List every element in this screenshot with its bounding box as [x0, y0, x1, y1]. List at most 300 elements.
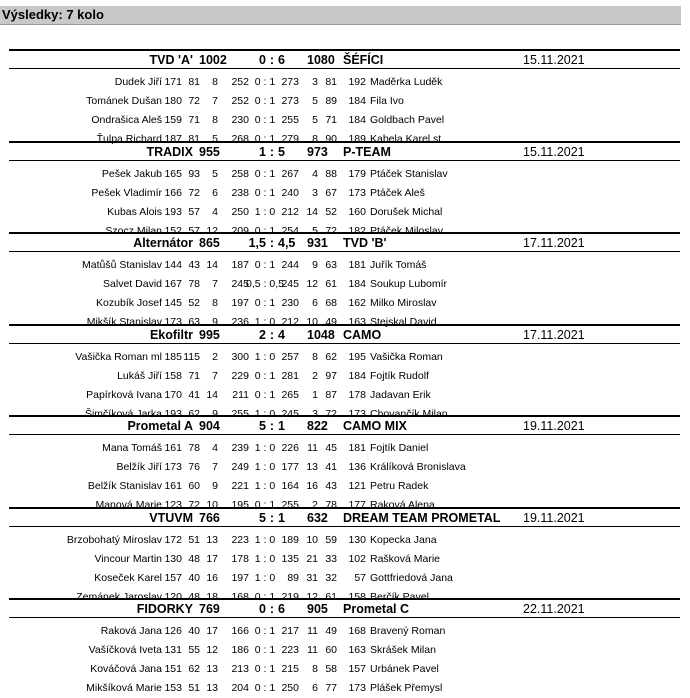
away-total: 240 — [281, 186, 299, 199]
home-full: 170 — [164, 388, 182, 401]
away-total: 245 — [281, 278, 299, 290]
away-misses: 3 — [312, 186, 318, 199]
away-player-name: Fojtík Rudolf — [370, 369, 429, 382]
away-misses: 12 — [306, 278, 318, 290]
match-score-separator: : — [269, 510, 275, 525]
home-misses: 16 — [206, 571, 218, 584]
away-misses: 11 — [307, 644, 318, 656]
match-block — [9, 415, 680, 510]
away-full: 181 — [348, 259, 366, 271]
player-pair-row — [9, 440, 680, 457]
player-pair-row — [9, 276, 680, 293]
home-total: 213 — [231, 663, 249, 675]
match-date: 15.11.2021 — [523, 144, 585, 159]
home-misses: 7 — [212, 278, 218, 290]
away-full: 173 — [348, 682, 366, 694]
pair-points: 0 : 1 — [254, 369, 276, 382]
match-score-home: 0 — [259, 53, 266, 67]
away-full: 173 — [348, 407, 366, 420]
home-clear: 51 — [188, 533, 200, 546]
match-top-rule — [9, 49, 680, 51]
home-misses: 4 — [212, 205, 218, 218]
pair-points: 0 : 1 — [254, 133, 276, 145]
home-full: 131 — [164, 644, 182, 656]
away-clear: 72 — [325, 224, 337, 237]
home-total: 252 — [231, 76, 249, 88]
home-player-name: Belžík Jiří — [116, 461, 162, 473]
away-total: 230 — [281, 297, 299, 309]
away-team-total: 931 — [307, 236, 328, 250]
home-total: 230 — [231, 114, 249, 126]
away-full: 184 — [348, 114, 366, 126]
away-total: 279 — [281, 133, 299, 145]
home-full: 165 — [164, 167, 182, 180]
home-clear: 72 — [188, 95, 200, 107]
away-clear: 89 — [325, 95, 337, 107]
home-player-name: Zemánek Jaroslav — [76, 590, 162, 603]
away-misses: 3 — [312, 76, 318, 88]
away-player-name: Vašička Roman — [370, 350, 443, 363]
away-misses: 8 — [312, 350, 318, 363]
away-misses: 10 — [306, 316, 318, 328]
away-total: 254 — [281, 224, 299, 237]
away-total: 257 — [281, 350, 299, 363]
away-misses: 5 — [312, 114, 318, 126]
away-clear: 59 — [325, 533, 337, 546]
match-top-rule — [9, 324, 680, 326]
away-clear: 72 — [325, 407, 337, 420]
pair-points: 0 : 1 — [254, 590, 276, 603]
home-total: 197 — [231, 297, 249, 309]
home-player-name: Ťulpa Richard — [96, 133, 162, 145]
match-header-rule — [9, 251, 680, 252]
home-full: 152 — [164, 224, 182, 237]
home-misses: 14 — [206, 259, 218, 271]
home-clear: 81 — [188, 76, 200, 88]
pair-points: 0 : 1 — [254, 297, 276, 309]
player-pair-row — [9, 166, 680, 183]
match-score-separator: : — [269, 144, 275, 159]
home-total: 166 — [231, 625, 249, 637]
home-player-name: Papírková Ivana — [86, 388, 162, 401]
home-full: 158 — [164, 369, 182, 382]
home-clear: 72 — [188, 186, 200, 199]
player-pair-row — [9, 623, 680, 640]
match-header-rule — [9, 68, 680, 69]
match-block — [9, 324, 680, 419]
match-header-rule — [9, 160, 680, 161]
away-misses: 12 — [306, 590, 318, 603]
away-misses: 5 — [312, 224, 318, 237]
home-team-name: Ekofiltr — [149, 327, 193, 342]
away-clear: 33 — [325, 552, 337, 565]
player-pair-row — [9, 478, 680, 495]
away-full: 121 — [348, 480, 366, 492]
away-team-name: P-TEAM — [343, 144, 391, 159]
away-team-total: 1080 — [307, 53, 335, 67]
pair-points: 0 : 1 — [254, 625, 276, 637]
home-misses: 7 — [212, 95, 218, 107]
pair-points: 0 : 1 — [254, 499, 276, 511]
home-full: 151 — [164, 663, 182, 675]
home-total: 250 — [231, 205, 249, 218]
home-clear: 93 — [188, 167, 200, 180]
away-misses: 6 — [312, 297, 318, 309]
pair-points: 1 : 0 — [254, 552, 276, 565]
away-player-name: Urbánek Pavel — [370, 663, 439, 675]
away-player-name: Skrášek Milan — [370, 644, 436, 656]
away-player-name: Berčík Pavel — [370, 590, 429, 603]
away-full: 192 — [348, 76, 366, 88]
home-full: 187 — [164, 133, 182, 145]
pair-points: 1 : 0 — [254, 480, 276, 492]
home-full: 185 — [164, 350, 182, 363]
home-total: 178 — [231, 552, 249, 565]
match-header-rule — [9, 526, 680, 527]
home-full: 166 — [164, 186, 182, 199]
home-clear: 62 — [188, 663, 200, 675]
away-player-name: Kabela Karel st. — [370, 133, 445, 145]
home-player-name: Pešek Jakub — [101, 167, 162, 180]
away-team-total: 905 — [307, 602, 328, 616]
home-clear: 48 — [188, 552, 200, 565]
home-misses: 2 — [212, 350, 218, 363]
away-clear: 77 — [325, 682, 337, 694]
away-player-name: Fila Ivo — [370, 95, 404, 107]
away-full: 162 — [348, 297, 366, 309]
away-total: 223 — [281, 644, 299, 656]
home-clear: 76 — [188, 461, 200, 473]
away-misses: 1 — [312, 388, 318, 401]
match-date: 15.11.2021 — [523, 53, 585, 67]
away-misses: 16 — [306, 480, 318, 492]
pair-points: 0 : 1 — [254, 224, 276, 237]
home-player-name: Brzobohatý Miroslav — [66, 533, 162, 546]
home-team-total: 766 — [199, 510, 220, 525]
pair-points: 0 : 1 — [254, 259, 276, 271]
match-score-away: 6 — [278, 53, 285, 67]
away-total: 267 — [281, 167, 299, 180]
match-header-rule — [9, 343, 680, 344]
match-score-away: 4,5 — [278, 236, 296, 250]
away-clear: 90 — [325, 133, 337, 145]
home-total: 236 — [231, 316, 249, 328]
away-clear: 58 — [325, 663, 337, 675]
away-misses: 2 — [312, 499, 318, 511]
away-total: 164 — [281, 480, 299, 492]
away-total: 226 — [281, 442, 299, 454]
match-top-rule — [9, 507, 680, 509]
home-total: 197 — [231, 571, 249, 584]
home-clear: 71 — [188, 369, 200, 382]
away-player-name: Kopecka Jana — [370, 533, 437, 546]
home-clear: 51 — [188, 682, 200, 694]
away-total: 273 — [281, 76, 299, 88]
home-full: 193 — [164, 407, 182, 420]
home-clear: 71 — [188, 114, 200, 126]
match-score-separator: : — [269, 419, 275, 433]
away-clear: 97 — [325, 369, 337, 382]
home-misses: 12 — [206, 644, 218, 656]
player-pair-row — [9, 570, 680, 587]
away-player-name: Raková Alena — [370, 499, 435, 511]
player-pair-row — [9, 680, 680, 697]
away-clear: 43 — [325, 480, 337, 492]
match-date: 17.11.2021 — [523, 236, 585, 250]
home-misses: 4 — [212, 442, 218, 454]
home-clear: 78 — [188, 278, 200, 290]
away-misses: 14 — [306, 205, 318, 218]
home-misses: 6 — [212, 186, 218, 199]
pair-points: 1 : 0 — [254, 205, 276, 218]
away-full: 163 — [348, 316, 366, 328]
home-player-name: Vašíčková Iveta — [88, 644, 162, 656]
away-total: 212 — [281, 205, 299, 218]
away-total: 244 — [281, 259, 299, 271]
match-score-away: 6 — [278, 602, 285, 616]
home-total: 245 — [231, 278, 249, 290]
away-clear: 61 — [325, 278, 337, 290]
home-misses: 8 — [212, 114, 218, 126]
away-player-name: Stejskal David — [370, 316, 437, 328]
match-score-separator: : — [269, 53, 275, 67]
away-full: 168 — [348, 625, 366, 637]
away-clear: 45 — [325, 442, 337, 454]
match-date: 17.11.2021 — [523, 327, 585, 342]
player-pair-row — [9, 74, 680, 91]
away-clear: 78 — [325, 499, 337, 511]
home-player-name: Mikšíková Marie — [86, 682, 162, 694]
match-score-separator: : — [269, 236, 275, 250]
away-clear: 41 — [325, 461, 337, 473]
home-misses: 9 — [212, 480, 218, 492]
away-clear: 61 — [325, 590, 337, 603]
home-clear: 52 — [188, 297, 200, 309]
home-total: 238 — [231, 186, 249, 199]
home-total: 268 — [231, 133, 249, 145]
home-total: 221 — [231, 480, 249, 492]
home-full: 171 — [164, 76, 182, 88]
away-player-name: Goldbach Pavel — [370, 114, 445, 126]
home-misses: 17 — [206, 552, 218, 565]
home-player-name: Belžík Stanislav — [87, 480, 162, 492]
home-misses: 5 — [212, 133, 218, 145]
home-player-name: Šimčíková Jarka — [84, 407, 162, 420]
home-misses: 7 — [212, 461, 218, 473]
away-total: 250 — [281, 682, 299, 694]
away-team-name: TVD 'B' — [343, 236, 387, 250]
away-misses: 10 — [306, 533, 318, 546]
home-total: 204 — [231, 682, 249, 694]
home-full: 161 — [164, 442, 182, 454]
home-clear: 62 — [188, 407, 200, 420]
home-clear: 40 — [188, 625, 200, 637]
match-top-rule — [9, 415, 680, 417]
away-team-name: CAMO MIX — [343, 419, 407, 433]
home-team-name: TVD 'A' — [149, 53, 193, 67]
home-team-total: 955 — [199, 144, 220, 159]
home-clear: 57 — [188, 224, 200, 237]
away-player-name: Ptáček Stanislav — [370, 167, 448, 180]
pair-points: 0 : 1 — [254, 388, 276, 401]
home-full: 167 — [164, 278, 182, 290]
player-pair-row — [9, 349, 680, 366]
home-clear: 55 — [188, 644, 200, 656]
home-full: 153 — [164, 682, 182, 694]
pair-points: 0 : 1 — [254, 76, 276, 88]
away-full: 163 — [348, 644, 366, 656]
match-block — [9, 598, 680, 693]
away-total: 89 — [287, 571, 299, 584]
match-score-away: 1 — [278, 419, 285, 433]
match-header-rule — [9, 434, 680, 435]
away-full: 177 — [348, 499, 366, 511]
away-player-name: Soukup Lubomír — [370, 278, 448, 290]
home-total: 187 — [231, 259, 249, 271]
match-date: 22.11.2021 — [523, 602, 585, 616]
home-full: 159 — [164, 114, 182, 126]
pair-points: 1 : 0 — [254, 461, 276, 473]
home-team-name: Alternátor — [133, 236, 193, 250]
away-player-name: Juřík Tomáš — [370, 259, 427, 271]
player-pair-row — [9, 387, 680, 404]
home-team-name: TRADIX — [146, 144, 193, 159]
pair-points: 1 : 0 — [254, 533, 276, 546]
home-team-total: 995 — [199, 327, 220, 342]
home-misses: 5 — [212, 167, 218, 180]
away-misses: 5 — [312, 95, 318, 107]
pair-points: 0 : 1 — [254, 663, 276, 675]
player-pair-row — [9, 295, 680, 312]
home-full: 193 — [164, 205, 182, 218]
pair-points: 0 : 1 — [254, 114, 276, 126]
player-pair-row — [9, 204, 680, 221]
home-team-total: 865 — [199, 236, 220, 250]
home-full: 173 — [164, 461, 182, 473]
away-clear: 63 — [325, 259, 337, 271]
away-total: 273 — [281, 95, 299, 107]
home-total: 223 — [231, 533, 249, 546]
pair-points: 0 : 1 — [254, 682, 276, 694]
home-player-name: Vincour Martin — [94, 552, 162, 565]
away-team-name: CAMO — [343, 327, 382, 342]
home-full: 123 — [164, 499, 182, 511]
away-full: 195 — [348, 350, 366, 363]
home-clear: 48 — [188, 590, 200, 603]
home-total: 252 — [231, 95, 249, 107]
away-misses: 6 — [312, 682, 318, 694]
home-misses: 13 — [206, 533, 218, 546]
away-player-name: Gottfriedová Jana — [370, 571, 453, 584]
pair-points: 0 : 1 — [254, 644, 276, 656]
away-misses: 9 — [312, 259, 318, 271]
home-clear: 57 — [188, 205, 200, 218]
home-total: 300 — [231, 350, 249, 363]
player-pair-row — [9, 532, 680, 549]
match-score-home: 5 — [259, 510, 266, 525]
home-team-name: VTUVM — [149, 510, 193, 525]
away-player-name: Ptáček Miloslav — [370, 224, 443, 237]
away-player-name: Plášek Přemysl — [370, 682, 443, 694]
away-total: 135 — [281, 552, 299, 565]
match-block — [9, 507, 680, 602]
home-team-total: 1002 — [199, 53, 227, 67]
away-misses: 21 — [306, 552, 318, 565]
match-score-separator: : — [269, 602, 275, 616]
home-misses: 13 — [206, 682, 218, 694]
away-clear: 68 — [325, 297, 337, 309]
away-full: 57 — [354, 571, 366, 584]
home-misses: 8 — [212, 297, 218, 309]
player-pair-row — [9, 185, 680, 202]
match-header-rule — [9, 617, 680, 618]
home-clear: 115 — [183, 350, 200, 363]
match-date: 19.11.2021 — [523, 510, 585, 525]
away-team-name: Prometal C — [343, 602, 409, 616]
home-clear: 60 — [188, 480, 200, 492]
away-total: 255 — [281, 499, 299, 511]
match-top-rule — [9, 232, 680, 234]
home-full: 172 — [164, 533, 182, 546]
away-player-name: Králíková Bronislava — [370, 461, 466, 473]
away-player-name: Ptáček Aleš — [370, 186, 425, 199]
home-player-name: Lukáš Jiří — [117, 369, 162, 382]
player-pair-row — [9, 368, 680, 385]
match-block — [9, 141, 680, 236]
away-full: 158 — [348, 590, 366, 603]
home-clear: 43 — [188, 259, 200, 271]
home-clear: 41 — [188, 388, 200, 401]
away-total: 245 — [281, 407, 299, 420]
home-clear: 63 — [188, 316, 200, 328]
page-title: Výsledky: 7 kolo — [2, 7, 104, 22]
home-player-name: Ondrašica Aleš — [91, 114, 162, 126]
away-full: 184 — [348, 369, 366, 382]
home-player-name: Salvet David — [103, 278, 162, 290]
match-score-away: 5 — [278, 144, 285, 159]
away-team-total: 632 — [307, 510, 328, 525]
away-full: 173 — [348, 186, 366, 199]
home-misses: 12 — [206, 224, 218, 237]
home-player-name: Kozubík Josef — [96, 297, 162, 309]
player-pair-row — [9, 459, 680, 476]
away-full: 182 — [348, 224, 366, 237]
match-date: 19.11.2021 — [523, 419, 585, 433]
home-player-name: Matůšů Stanislav — [82, 259, 162, 271]
pair-points: 0 : 1 — [254, 186, 276, 199]
away-total: 177 — [281, 461, 299, 473]
home-player-name: Manová Marie — [95, 499, 162, 511]
away-team-name: DREAM TEAM PROMETAL — [343, 510, 501, 525]
home-total: 211 — [232, 388, 249, 401]
away-total: 265 — [281, 388, 299, 401]
away-misses: 13 — [306, 461, 318, 473]
home-full: 161 — [164, 480, 182, 492]
match-score-home: 2 — [259, 327, 266, 342]
match-score-home: 1 — [259, 144, 266, 159]
home-misses: 14 — [206, 388, 218, 401]
away-clear: 49 — [325, 625, 337, 637]
away-full: 179 — [348, 167, 366, 180]
away-clear: 49 — [325, 316, 337, 328]
home-total: 186 — [231, 644, 249, 656]
away-total: 255 — [281, 114, 299, 126]
away-full: 157 — [348, 663, 366, 675]
pair-points: 1 : 0 — [254, 350, 276, 363]
home-misses: 9 — [212, 407, 218, 420]
home-full: 173 — [164, 316, 182, 328]
home-misses: 10 — [206, 499, 218, 511]
